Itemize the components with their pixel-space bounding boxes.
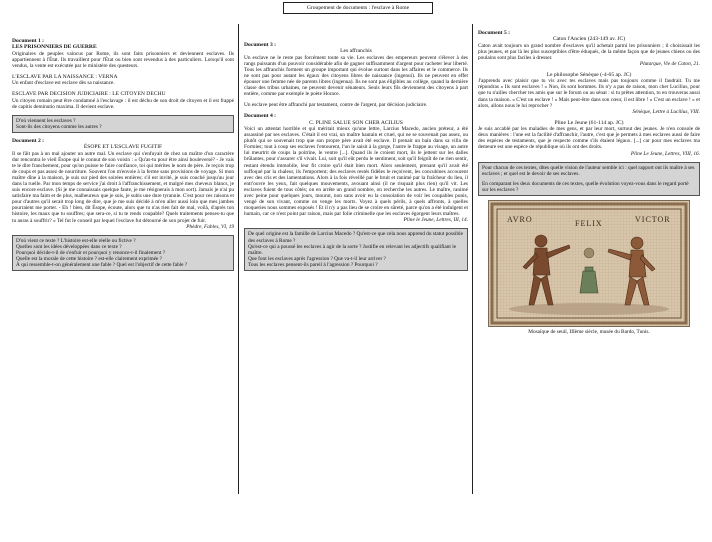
question: D'où viennent les esclaves ? xyxy=(16,117,76,124)
doc5-subheading: Caton l'Ancien (243-149 av. JC) xyxy=(552,36,626,43)
doc7-subheading: Pline Le Jeune (61-114 ap. JC) xyxy=(554,119,624,126)
question: Quelle est la morale de cette histoire ? est-elle clairement exprimée ? xyxy=(16,256,163,263)
doc4-source: Pline le Jeune, Lettres, III, 14. xyxy=(403,217,468,224)
doc1-heading: Document 1 : xyxy=(12,38,45,44)
question: De quel origine est la famille de Larcius Macedo ? Qu'est-ce que cela nous apprend du statut possible des esclaves à Rome ? xyxy=(248,231,463,244)
doc2-source: Phèdre, Fables, VI, 19 xyxy=(186,223,234,230)
column-middle xyxy=(244,42,468,542)
doc5-source: Plutarque, Vie de Caton, 21. xyxy=(639,60,700,67)
doc1-questions xyxy=(12,115,234,133)
doc4-subheading: C. PLINE SALUE SON CHER ACILIUS xyxy=(309,119,403,126)
doc6-source: Sénèque, Lettre à Lucilius, VIII. xyxy=(632,108,700,115)
question: Pourquoi décide-t-il de s'enfuir et pourquoi y renonce-t-il finalement ? xyxy=(16,249,166,256)
column-divider xyxy=(472,24,473,494)
doc2-text: Il se fâit pas à un mal ajouter un autre mal. Un esclave qui s'enfuyait de chez un maître d'un caractère dur rencontra le vieil Ésope qui le connut de son voisin : « Qu'as-tu pour être ainsi bouleversé? - Je vais te le dire franchement, pour qu'on puisse te faire confiance, toi qui mérites le nom de père. Je reçois trop de coups et pas assez de nourriture. Souvent l'on m'envoie à la ferme sans provisions de voyage. Si mon maître dîne à la maison, je suis sur pied des soirées entières; s'il est invité, je suis couché jusqu'au jour dans la ruelle. Par mon temps de service j'ai droit à l'affranchissement, et malgré mes cheveux blancs, je suis encore esclave. (Si je me connaissais quelque faute, je me résignerais à mon sort). Jamais je n'ai pu satisfaire ma faim et de plus, malheureux que je suis, je subis une dure tyrannie. C'est pour ces raisons et pour d'autres qu'il serait trop long de dire, que je me suis décidé à m'en aller aussi loin que mes jambes pourraient me porter. - Eh ! bien, dit Ésope, écoute, alors que tu n'as rien fait de mal, voilà, d'après ton histoire, les maux que tu souffres; que sera-ce, si tu te rends coupable? Quels traitements penses-tu que tu auras à souffrir? » Tel fut le conseil par lequel l'esclave fut détourné de son projet de fuir. xyxy=(12,150,234,224)
question: Pour chacun de ces textes, dites quelle vision de l'auteur semble ici : quel rapport ont ils maître à ses esclaves ; et quel est le devoir de ses esclaves. xyxy=(482,164,695,177)
question: Qu'est-ce qui a poussé les esclaves à agir de la sorte ? Justifie en relevant les adjectifs qualifiant le maître. xyxy=(248,243,457,256)
doc1-subheading-2: L'ESCLAVE PAR LA NAISSANCE : VERNA xyxy=(12,73,118,80)
doc1-subheading: LES PRISONNIERS DE GUERRE xyxy=(12,44,97,51)
mosaic-inscription-left: AVRO xyxy=(507,214,533,224)
column-right xyxy=(478,30,700,530)
doc4-questions xyxy=(244,228,468,271)
doc4-heading: Document 4 : xyxy=(244,113,277,120)
question: Sont-ils des citoyens comme les autres ? xyxy=(16,123,102,130)
doc3-text-2: Un esclave peut être affranchi par testament, contre de l'argent, par décision judiciaire. xyxy=(244,102,428,109)
col3-questions xyxy=(478,162,700,196)
doc1-text-3: Un citoyen romain peut être condamné à l'esclavage : il est déchu de son droit de citoyen et il est frappé de capitis deminutio maxima. Il devient esclave. xyxy=(12,97,234,110)
question: Tous les esclaves pensent-ils pareil à l'agression ? Pourquoi ? xyxy=(248,261,378,268)
mosaic-inscription-right: VICTOR xyxy=(635,214,671,224)
mosaic-caption: Mosaïque de seuil, IIIème siècle, musée du Bardo, Tunis. xyxy=(528,328,650,335)
question: Quelles sont les idées développées dans ce texte ? xyxy=(16,243,122,250)
page-title: Groupement de documents : l'esclave à Rome xyxy=(283,2,433,14)
doc4-text: Voici un attentat horrible et qui méritait mieux qu'une lettre, Larcius Macedo, ancien préteur, a été assassiné par ses esclaves. C'était il est vrai, un maître hautain et cruel, qui ne se souvenait pas assez, ou plutôt qui se souvenait trop que son propre père avait été esclave. Il prenait un bain dans sa villa de Formies; tout à coup ses esclaves l'entourent, l'un le saisit à la gorge, l'autre le frappe au visage, un autre lui meurtrit de coups la poitrine, le ventre [...]. Quand ils le croient mort, ils le jettent sur les dalles brûlantes, pour s'assurer s'il vivait. Lui, soit qu'il eût perdu le sentiment, soit qu'il feignît de ne rien sentir, restant étendu immobile, leur fit croire qu'il était bien mort. Alors seulement, prenant qu'il avait été suffoqué par la chaleur, ils l'emportent; des esclaves restés fidèles le reçoivent, les concubines accourent avec des cris et des lamentations. Alors à la fois réveillé par le bruit et ranimé par la fraîcheur du lieu, il entr'ouvre les yeux, fait quelques mouvements, avouant ainsi (il ne risquait plus rien) qu'il vit. Les esclaves fuient de tous côtés; on en arrête un grand nombre, on recherche les autres. Le maître, ranimé avec peine pour quelques jours, mourut, non sans avoir eu la consolation de voir les coupables punis, vengé de son vivant, comme on venge les morts. Voyez à quels périls, à quels affronts, à quelles moqueries nous sommes exposés ! Et il n'y a pas lieu de se croire en sûreté, parce qu'on a été indulgent et humain, car ce n'est point par raison, mais par folie criminelle que les esclaves égorgent leurs maîtres. xyxy=(244,125,468,218)
doc5-heading: Document 5 : xyxy=(478,30,511,36)
question: Que font les esclaves après l'agression ? Que va-t-il leur arriver ? xyxy=(248,255,386,262)
mosaic-image xyxy=(488,200,690,327)
mosaic-inscription-mid: FELIX xyxy=(575,218,603,228)
doc3-text: Un esclave ne le reste pas forcément toute sa vie. Les esclaves des empereurs peuvent s'élever à des rangs puissants d'un pouvoir considérable afin de gagner suffisamment d'argent pour racheter leur liberté. Tous les affranchis forment un groupe important qui évolue surtout dans les affaires et le commerce. Ils ne sont pas pour autant les égaux des citoyens libres de naissance (ingenui). Ils ne peuvent en effet épouser une femme née de parents libres (ingenua). Ils ne sont pas éligibles au collège, quand la dernière classe des tribus urbaines, ne peuvent devenir sénateurs. Seuls leurs fils deviennent des citoyens à part entière, comme par exemple le poète Horace. xyxy=(244,54,468,98)
doc2-subheading: ÉSOPE ET L'ESCLAVE FUGITIF xyxy=(83,144,163,151)
column-divider xyxy=(238,24,239,494)
doc7-text: Je suis accablé par les maladies de mes gens, et par leur mort, surtout des jeunes. Je n'en console de deux manières : l'une est la facilité d'affranchir, l'autre, c'est que je permets à mes esclaves aussi de faire des espèces de testaments, que je respecte comme s'ils étaient légaux. [...] car pour mes esclaves ma demeure est une espèce de république où ils ont des droits. xyxy=(478,126,700,151)
doc7-source: Pline Le Jeune, Lettres, VIII, 16. xyxy=(630,150,700,157)
question: D'où vient ce texte ? L'histoire est-elle réelle ou fictive ? xyxy=(16,237,136,244)
doc3-heading: Document 3 : xyxy=(244,42,277,48)
question: En comparant les deux documents de ces textes, quelle évolution voyez-vous dans le regard porté sur les esclaves ? xyxy=(482,180,689,193)
doc6-subheading: Le philosophe Sénèque (-4-65 ap. JC) xyxy=(546,71,632,78)
doc5-text: Caton avait toujours un grand nombre d'esclaves qu'il achetait parmi les prisonniers ; il choisissait les plus jeunes, et par là les plus susceptibles d'être éduqués, de la même façon que de jeunes chiens ou des poulains sont plus faciles à dresser. xyxy=(478,42,700,61)
doc3-subheading: Les affranchis xyxy=(340,48,372,55)
column-left xyxy=(12,38,234,538)
question: À qui ressemble-t-on généralement une fable ? Quel est l'objectif de cette fable ? xyxy=(16,262,188,269)
doc6-text: J'apprends avec plaisir que tu vis avec tes esclaves mais pas toujours comme il faudrait. Tu me répondras « Ils sont esclaves ! » Non, ils sont hommes. Ils n'y a pas de raison, mon cher Lucilius, pour que tu n'ailles chercher tes amis que sur le forum ou au sénat : si tu prêtes attention, tu en trouveras aussi dans ta maison. « C'est un esclave ! » Mais peut-être dans son cœur, il est libre ! « C'est un esclave ! » et alors, allons nous le lui reprocher ? xyxy=(478,78,700,109)
doc1-text-2: Un enfant d'esclave est esclave dès sa naissance. xyxy=(12,80,115,87)
doc2-questions xyxy=(12,235,234,271)
doc2-heading: Document 2 : xyxy=(12,137,45,144)
doc1-subheading-3: ESCLAVE PAR DECISION JUDICIAIRE : LE CITOYEN DECHU xyxy=(12,91,166,98)
doc1-text: Originaires de peuples vaincus par Rome, ils sont faits prisonniers et deviennent esclaves. Ils appartiennent à l'État. Ils travaillent pour l'État ou bien sont revendus à des particuliers. Lorsqu'il sont vendus, la vente est exécutée par le ministère des questeurs. xyxy=(12,50,234,69)
